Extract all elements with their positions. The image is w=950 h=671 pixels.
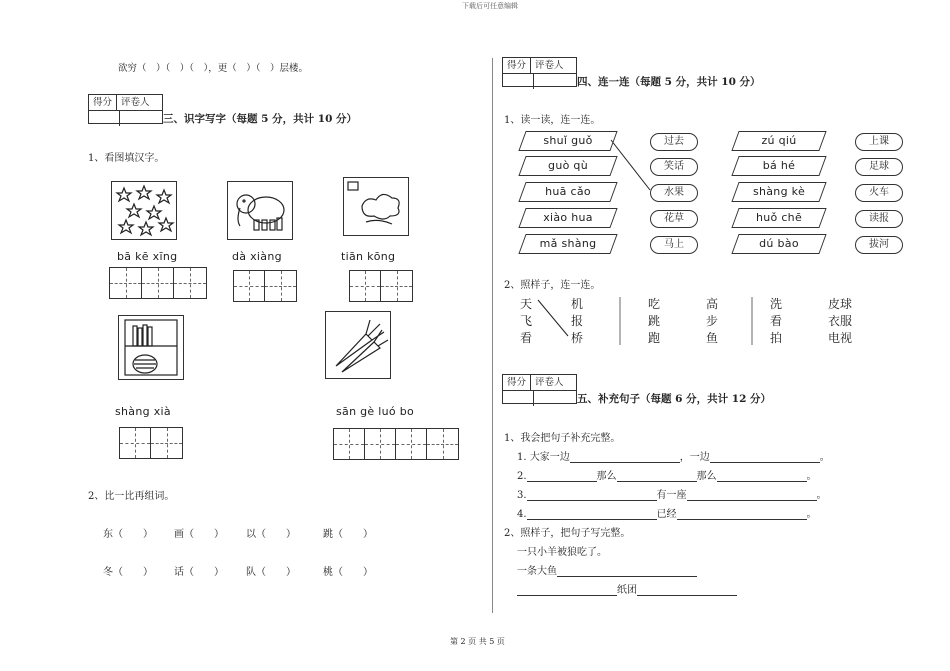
sentence-1: 1. 大家一边 ，一边 。 (517, 452, 830, 463)
pinyin-stars: bā kē xīng (117, 250, 178, 263)
section3-q2: 2、比一比再组词。 (88, 491, 175, 502)
writing-grid-stars[interactable] (109, 267, 207, 299)
blank-2a[interactable] (527, 470, 597, 482)
pinyin-card-2[interactable]: guò qù (518, 156, 617, 176)
pinyin-card-4[interactable]: xiào hua (518, 208, 617, 228)
section4-q2: 2、照样子，连一连。 (504, 280, 601, 291)
top-note: 下载后可任意编辑 (462, 2, 518, 10)
score-box-section3 (88, 94, 163, 124)
word-oval-4[interactable]: 花草 (650, 210, 698, 228)
blank-4b[interactable] (677, 508, 807, 520)
blank-fill-1[interactable] (557, 565, 697, 577)
pinyin-card-9[interactable]: huǒ chē (731, 208, 826, 228)
compare-2-1: 冬（ ） (103, 567, 153, 578)
score-label: 得分 (503, 375, 531, 390)
pair-char: 桥 (571, 331, 584, 345)
elephant-picture (227, 181, 293, 240)
writing-grid-elephant[interactable] (233, 270, 297, 302)
pinyin-elephant: dà xiàng (232, 250, 282, 263)
section3-q1: 1、看图填汉字。 (88, 153, 165, 164)
page-footer: 第 2 页 共 5 页 (450, 637, 505, 646)
section5-title: 五、补充句子（每题 6 分，共计 12 分） (577, 393, 772, 405)
section4-title: 四、连一连（每题 5 分，共计 10 分） (577, 76, 761, 88)
pair-char: 皮球 (828, 297, 853, 311)
pinyin-sky: tiān kōng (341, 250, 396, 263)
sentence-4: 4. 已经 。 (517, 509, 817, 520)
pair-char: 电视 (828, 331, 853, 345)
blank-3a[interactable] (527, 489, 657, 501)
stars-picture (111, 181, 177, 240)
compare-2-3: 队（ ） (246, 567, 296, 578)
pair-char: 拍 (770, 331, 783, 345)
pair-char: 看 (770, 314, 783, 328)
blank-1a[interactable] (570, 451, 680, 463)
pair-char: 跳 (648, 314, 661, 328)
word-oval-3[interactable]: 水果 (650, 184, 698, 202)
compare-1-1: 东（ ） (103, 529, 153, 540)
fill-sentence-1: 一条大鱼 (517, 562, 697, 577)
blank-1b[interactable] (710, 451, 820, 463)
writing-grid-carrots[interactable] (333, 428, 459, 460)
sentence-3: 3. 有一座 。 (517, 490, 827, 501)
blank-fill-2b[interactable] (637, 584, 737, 596)
pinyin-card-5[interactable]: mǎ shàng (518, 234, 617, 254)
pinyin-card-6[interactable]: zú qiú (731, 131, 826, 151)
pair-char: 报 (571, 314, 584, 328)
blank-3b[interactable] (687, 489, 817, 501)
section5-q1: 1、我会把句子补充完整。 (504, 433, 621, 444)
pair-char: 飞 (520, 314, 533, 328)
section3-title: 三、识字写字（每题 5 分，共计 10 分） (163, 113, 358, 125)
pinyin-carrots: sān gè luó bo (336, 405, 415, 418)
pinyin-card-8[interactable]: shàng kè (731, 182, 826, 202)
writing-grid-updown[interactable] (119, 427, 183, 459)
pair-char: 天 (520, 297, 533, 311)
pair-char: 看 (520, 331, 533, 345)
compare-1-2: 画（ ） (174, 529, 224, 540)
pinyin-card-3[interactable]: huā cǎo (518, 182, 617, 202)
pair-char: 鱼 (706, 331, 719, 345)
pinyin-card-7[interactable]: bá hé (731, 156, 826, 176)
sky-cloud-picture (343, 177, 409, 236)
pair-char: 衣服 (828, 314, 853, 328)
compare-2-4: 桃（ ） (323, 567, 373, 578)
section5-q2: 2、照样子，把句子写完整。 (504, 528, 631, 539)
blank-2b[interactable] (617, 470, 697, 482)
grader-label: 评卷人 (535, 60, 564, 71)
pinyin-card-1[interactable]: shuǐ guǒ (518, 131, 617, 151)
column-divider (492, 58, 493, 613)
blank-2c[interactable] (717, 470, 807, 482)
score-label: 得分 (89, 95, 117, 110)
score-label: 得分 (503, 58, 531, 73)
word-oval-6[interactable]: 上课 (855, 133, 903, 151)
sentence-2: 2. 那么 那么 。 (517, 471, 817, 482)
blank-4a[interactable] (527, 508, 657, 520)
pair-char: 洗 (770, 297, 783, 311)
fill-sentence-2: 纸团 (517, 581, 737, 596)
pair-char: 跑 (648, 331, 661, 345)
carrots-picture (325, 311, 391, 379)
pair-char: 步 (706, 314, 719, 328)
score-box-section5 (502, 374, 577, 404)
word-oval-8[interactable]: 火车 (855, 184, 903, 202)
blank-fill-2a[interactable] (517, 584, 617, 596)
word-oval-5[interactable]: 马上 (650, 236, 698, 254)
section4-q1: 1、读一读，连一连。 (504, 115, 601, 126)
compare-2-2: 话（ ） (174, 567, 224, 578)
grader-label: 评卷人 (121, 97, 150, 108)
writing-grid-sky[interactable] (349, 270, 413, 302)
word-oval-7[interactable]: 足球 (855, 158, 903, 176)
word-oval-2[interactable]: 笑话 (650, 158, 698, 176)
word-oval-10[interactable]: 拔河 (855, 236, 903, 254)
example-sentence: 一只小羊被狼吃了。 (517, 547, 607, 558)
grader-label: 评卷人 (535, 377, 564, 388)
pair-char: 机 (571, 297, 584, 311)
compare-1-4: 跳（ ） (323, 529, 373, 540)
word-oval-1[interactable]: 过去 (650, 133, 698, 151)
word-oval-9[interactable]: 读报 (855, 210, 903, 228)
compare-1-3: 以（ ） (246, 529, 296, 540)
poem-fill-line: 欲穷（ ）（ ）（ ），更（ ）（ ）层楼。 (118, 63, 309, 74)
pinyin-updown: shàng xià (115, 405, 171, 418)
score-box-section4 (502, 57, 577, 87)
bookshelf-picture (118, 315, 184, 380)
pair-char: 吃 (648, 297, 661, 311)
pinyin-card-10[interactable]: dú bào (731, 234, 826, 254)
pair-char: 高 (706, 297, 719, 311)
